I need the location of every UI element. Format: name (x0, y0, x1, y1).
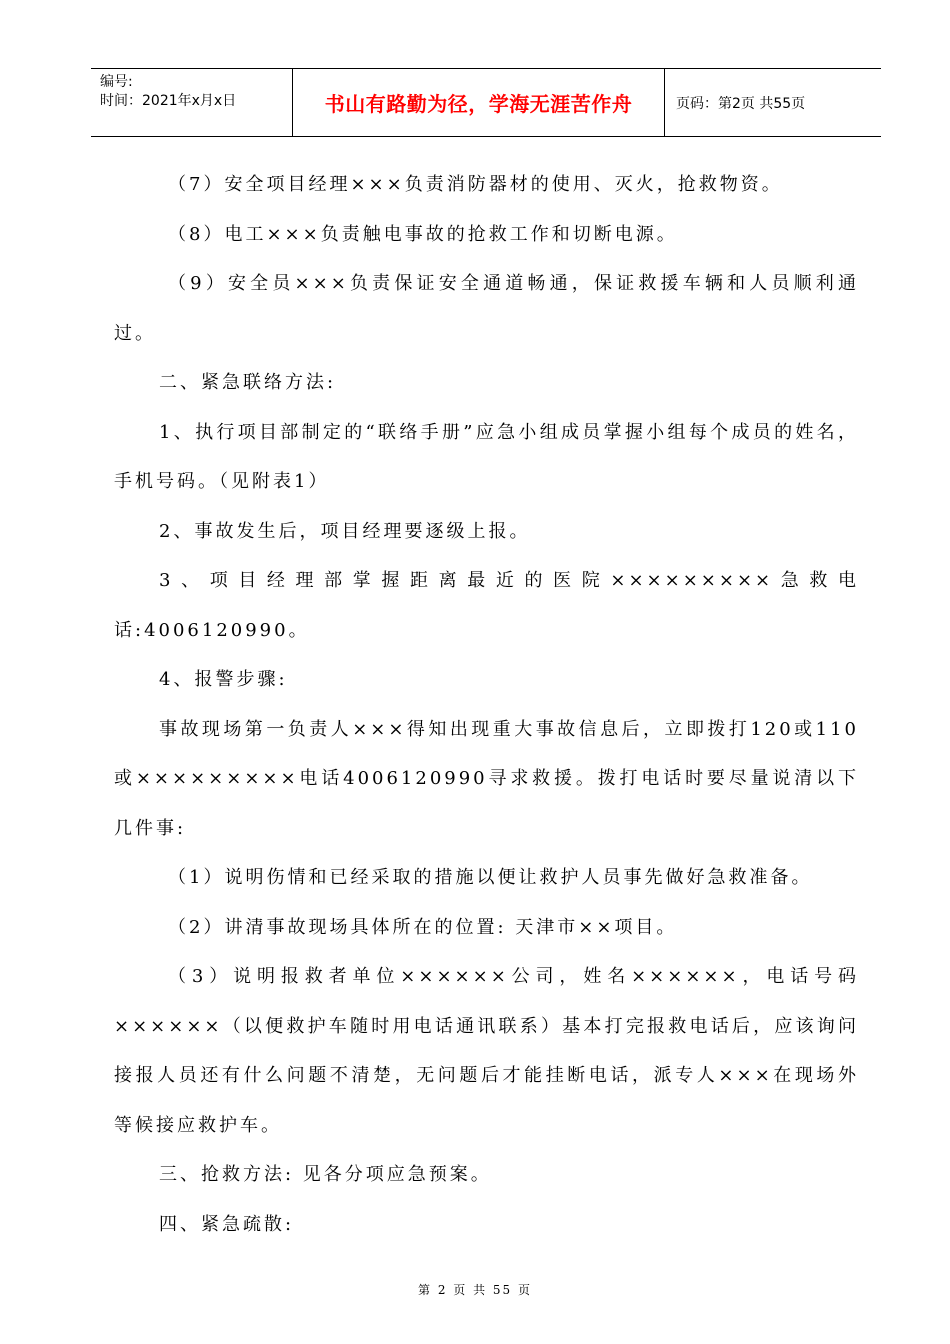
paragraph: 2、事故发生后，项目经理要逐级上报。 (159, 520, 531, 542)
time-label: 时间：2021年x月x日 (100, 93, 237, 109)
section-heading: 二、紧急联络方法: (159, 372, 337, 393)
paragraph: （8）电工×××负责触电事故的抢救工作和切断电源。 (168, 223, 678, 245)
document-body (114, 160, 859, 1249)
section-heading: 四、紧急疏散: (159, 1213, 295, 1235)
header-meta (100, 73, 236, 111)
paragraph: 4、报警步骤: (159, 669, 288, 690)
paragraph: （1）说明伤情和已经采取的措施以便让救护人员事先做好急救准备。 (168, 867, 813, 888)
number-label: 编号: (100, 74, 133, 90)
paragraph: （7）安全项目经理×××负责消防器材的使用、灭火，抢救物资。 (168, 174, 783, 195)
paragraph: （9）安全员×××负责保证安全通道畅通，保证救援车辆和人员顺利通过。 (114, 273, 859, 344)
document-header (91, 68, 881, 137)
header-motto: 书山有路勤为径，学海无涯苦作舟 (324, 92, 633, 116)
paragraph: 事故现场第一负责人×××得知出现重大事故信息后，立即拨打120或110或×××××××××电话4006120990寻求救援。拨打电话时要尽量说清以下几件事: (114, 718, 859, 839)
header-page-info: 页码：第2页 共55页 (676, 95, 806, 112)
paragraph: 3、项目经理部掌握距离最近的医院×××××××××急救电话:4006120990。 (114, 570, 859, 641)
header-divider (664, 69, 665, 136)
paragraph: （2）讲清事故现场具体所在的位置: 天津市××项目。 (168, 916, 678, 938)
page-footer: 第 2 页 共 55 页 (418, 1283, 532, 1297)
section-heading: 三、抢救方法: 见各分项应急预案。 (159, 1164, 492, 1185)
paragraph: （3）说明报救者单位××××××公司，姓名××××××，电话号码××××××（以便救护车随时用电话通讯联系）基本打完报救电话后，应该询问接报人员还有什么问题不清楚，无问题后才能挂断电话，派专人×××在现场外等候接应救护车。 (114, 966, 859, 1136)
paragraph: 1、执行项目部制定的“联络手册”应急小组成员掌握小组每个成员的姓名，手机号码。（见附表1） (114, 421, 859, 492)
